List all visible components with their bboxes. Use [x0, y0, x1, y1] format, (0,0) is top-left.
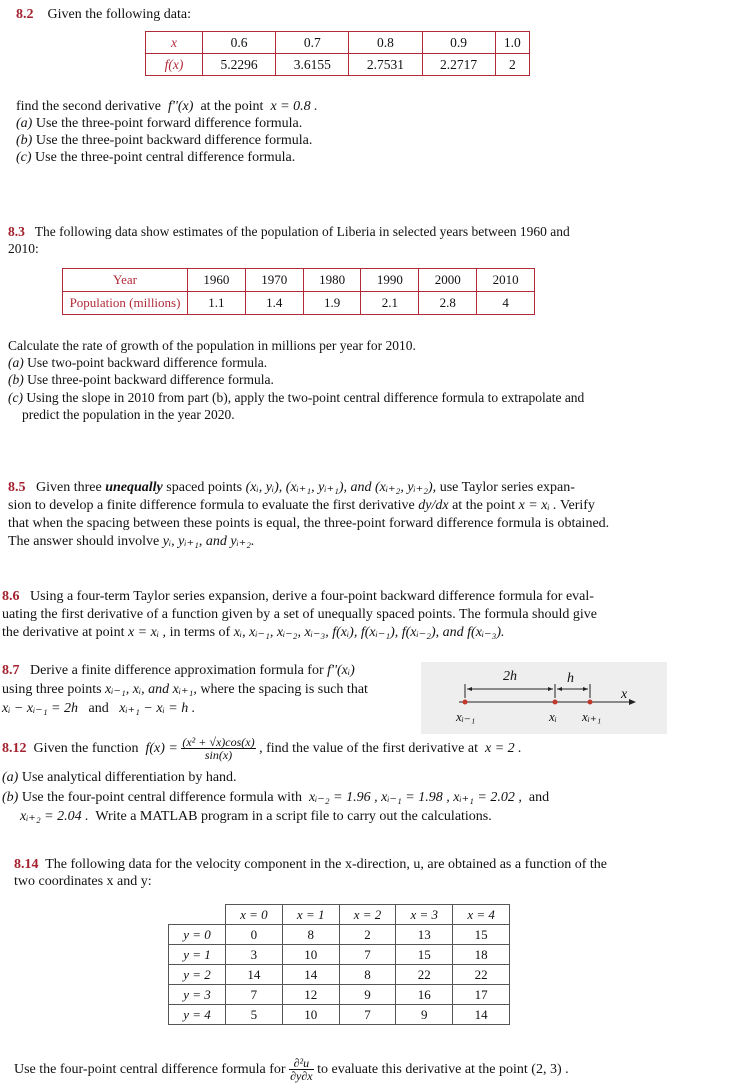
- point-marker: [553, 700, 558, 705]
- table-row: [169, 965, 510, 985]
- table-cell: 5: [226, 1005, 283, 1025]
- table-row: [169, 985, 510, 1005]
- body-text: Use analytical differentiation by hand.: [21, 770, 237, 785]
- point-marker: [588, 700, 593, 705]
- table-cell: 4: [477, 292, 535, 315]
- table-header: x = 4: [453, 905, 510, 925]
- label-2h: 2h: [503, 669, 517, 684]
- table-cell: 3.6155: [276, 54, 349, 76]
- table-cell: 15: [453, 925, 510, 945]
- part-label: (b): [16, 133, 33, 148]
- table-cell: 1.0: [495, 32, 529, 54]
- part-label: (a): [16, 116, 33, 131]
- table-cell: 13: [396, 925, 453, 945]
- table-cell: 10: [282, 945, 339, 965]
- body-text: Use three-point backward difference formula.: [27, 372, 274, 387]
- body-text: The following data for the velocity component in the x-direction, u, are obtained as a function of the: [45, 857, 608, 872]
- table-cell: 0.7: [276, 32, 349, 54]
- body-text: Write a MATLAB program in a script file to carry out the calculations.: [95, 809, 492, 824]
- spacing-diagram: [421, 662, 667, 734]
- body-text: Derive a finite difference approximation formula for: [30, 663, 324, 678]
- table-cell: 22: [453, 965, 510, 985]
- table-header: Year: [63, 269, 188, 292]
- part-label: (b): [8, 372, 24, 387]
- math: x = xᵢ .: [518, 498, 557, 513]
- table-header: x = 1: [282, 905, 339, 925]
- math: yᵢ, yᵢ₊₁, and yᵢ₊₂.: [162, 534, 255, 549]
- table-cell: 0: [226, 925, 283, 945]
- table-row: [169, 905, 510, 925]
- table-header: x: [146, 32, 203, 54]
- table-cell: 2.1: [361, 292, 419, 315]
- table-cell: 14: [226, 965, 283, 985]
- row-header: y = 4: [169, 1005, 226, 1025]
- table-row: [169, 1005, 510, 1025]
- table-cell: 3: [226, 945, 283, 965]
- arrow-icon: [467, 687, 472, 691]
- body-text: The following data show estimates of the population of Liberia in selected years between 1960 and: [34, 224, 570, 239]
- fraction: [181, 736, 255, 761]
- math: xᵢ₊₁ − xᵢ = h .: [119, 701, 196, 716]
- table-cell: 0.8: [349, 32, 422, 54]
- table-row: [169, 925, 510, 945]
- arrow-icon: [548, 687, 553, 691]
- label-xi+1: xᵢ₊₁: [582, 709, 602, 724]
- body-text: Use two-point backward difference formula.: [27, 355, 268, 370]
- math: (xᵢ, yᵢ), (xᵢ₊₁, yᵢ₊₁), and (xᵢ₊₂, yᵢ₊₂),: [245, 480, 437, 495]
- row-header: y = 3: [169, 985, 226, 1005]
- body-text: predict the population in the year 2020.: [22, 407, 235, 422]
- table-cell: 5.2296: [203, 54, 276, 76]
- table-cell: 9: [339, 985, 396, 1005]
- table-header: x = 3: [396, 905, 453, 925]
- problem-intro: Given the following data:: [47, 7, 191, 22]
- math: x = 0.8 .: [270, 99, 318, 114]
- table-cell: 2.8: [419, 292, 477, 315]
- table-cell: 1.9: [303, 292, 361, 315]
- row-header: y = 1: [169, 945, 226, 965]
- problem-number: 8.5: [8, 480, 26, 495]
- label-x: x: [621, 687, 628, 702]
- row-header: y = 0: [169, 925, 226, 945]
- table-cell: 0.9: [422, 32, 495, 54]
- body-text: Given three: [36, 480, 102, 495]
- table-row: [146, 32, 530, 54]
- table-cell: 1.4: [245, 292, 303, 315]
- problem-number: 8.2: [16, 7, 34, 22]
- emphasis: unequally: [105, 480, 163, 495]
- table-header: f(x): [146, 54, 203, 76]
- body-text: and: [88, 701, 109, 716]
- problem-number: 8.3: [8, 224, 25, 239]
- body-text: uating the first derivative of a function given by a set of unequally spaced points. The formula should give: [2, 607, 597, 622]
- body-text: , find the value of the first derivative at: [259, 741, 478, 756]
- math: f(x) =: [145, 741, 178, 756]
- arrow-icon: [583, 687, 588, 691]
- math: xᵢ₋₂ = 1.96 , xᵢ₋₁ = 1.98 , xᵢ₊₁ = 2.02 ,: [308, 790, 522, 805]
- table-cell: 10: [282, 1005, 339, 1025]
- table-cell: 12: [282, 985, 339, 1005]
- math: x = 2 .: [484, 741, 522, 756]
- table-header: Population (millions): [63, 292, 188, 315]
- body-text: find the second derivative: [16, 99, 162, 114]
- table-cell: 8: [339, 965, 396, 985]
- data-table: [145, 31, 530, 76]
- table-cell: 18: [453, 945, 510, 965]
- table-row: [169, 945, 510, 965]
- part-label: (a): [2, 770, 19, 785]
- table-cell: 16: [396, 985, 453, 1005]
- math: f''(x): [168, 99, 194, 114]
- math: dy/dx: [418, 498, 449, 513]
- math: xᵢ, xᵢ₋₁, xᵢ₋₂, xᵢ₋₃, f(xᵢ), f(xᵢ₋₁), f(xᵢ₋₂), and f(xᵢ₋₃).: [233, 625, 505, 640]
- table-header: x = 2: [339, 905, 396, 925]
- table-cell: 8: [282, 925, 339, 945]
- body-text: Using a four-term Taylor series expansion, derive a four-point backward difference formula for eval-: [30, 589, 594, 604]
- body-text: The answer should involve: [8, 534, 160, 549]
- table-cell: 0.6: [203, 32, 276, 54]
- table-cell: 1990: [361, 269, 419, 292]
- body-text: Use the three-point forward difference formula.: [35, 116, 303, 131]
- math: xᵢ₋₁, xᵢ, and xᵢ₊₁,: [105, 682, 197, 697]
- label-h: h: [567, 671, 574, 686]
- part-label: (a): [8, 355, 24, 370]
- body-text: two coordinates x and y:: [14, 874, 152, 889]
- math: f''(xᵢ): [327, 663, 355, 678]
- table-cell: 2.7531: [349, 54, 422, 76]
- arrow-icon: [557, 687, 562, 691]
- axis-arrow-icon: [629, 699, 636, 705]
- table-cell: 9: [396, 1005, 453, 1025]
- body-text: Use the three-point backward difference formula.: [35, 133, 313, 148]
- table-cell: 2: [495, 54, 529, 76]
- table-cell: 14: [453, 1005, 510, 1025]
- table-cell: 15: [396, 945, 453, 965]
- body-text: 2010:: [8, 241, 39, 256]
- data-table: [62, 268, 535, 315]
- body-text: where the spacing is such that: [200, 682, 368, 697]
- velocity-table: [168, 904, 510, 1025]
- table-cell: 1.1: [188, 292, 246, 315]
- body-text: to evaluate this derivative at the point (2, 3) .: [317, 1062, 569, 1077]
- body-text: and: [528, 790, 550, 805]
- table-cell: 7: [339, 945, 396, 965]
- table-header: x = 0: [226, 905, 283, 925]
- table-row: [146, 54, 530, 76]
- fraction: [289, 1057, 314, 1082]
- table-cell: 1970: [245, 269, 303, 292]
- table-cell: 1980: [303, 269, 361, 292]
- problem-number: 8.7: [2, 663, 20, 678]
- body-text: Verify: [559, 498, 595, 513]
- point-marker: [463, 700, 468, 705]
- math: xᵢ₊₂ = 2.04 .: [20, 809, 89, 824]
- body-text: at the point: [200, 99, 264, 114]
- part-label: (c): [8, 390, 23, 405]
- body-text: Use the four-point central difference formula with: [21, 790, 302, 805]
- table-cell: 2: [339, 925, 396, 945]
- body-text: Calculate the rate of growth of the population in millions per year for 2010.: [8, 338, 416, 353]
- fraction-numerator: (x² + √x)cos(x): [182, 735, 255, 750]
- body-text: Use the four-point central difference formula for: [14, 1062, 286, 1077]
- table-cell: 14: [282, 965, 339, 985]
- body-text: at the point: [452, 498, 516, 513]
- row-header: y = 2: [169, 965, 226, 985]
- table-cell: 22: [396, 965, 453, 985]
- body-text: Given the function: [33, 741, 139, 756]
- math: xᵢ − xᵢ₋₁ = 2h: [2, 701, 79, 716]
- fraction-denominator: ∂y∂x: [290, 1069, 313, 1084]
- problem-number: 8.6: [2, 589, 20, 604]
- table-corner: [169, 905, 226, 925]
- table-cell: 7: [339, 1005, 396, 1025]
- part-label: (c): [16, 150, 32, 165]
- body-text: using three points: [2, 682, 102, 697]
- body-text: that when the spacing between these points is equal, the three-point forward difference formula is obtained.: [8, 516, 610, 531]
- body-text: the derivative at point: [2, 625, 125, 640]
- fraction-numerator: ∂²u: [289, 1057, 314, 1070]
- body-text: use Taylor series expan-: [439, 480, 575, 495]
- problem-number: 8.12: [2, 741, 27, 756]
- table-cell: 2000: [419, 269, 477, 292]
- table-cell: 17: [453, 985, 510, 1005]
- label-xi: xᵢ: [549, 709, 557, 724]
- body-text: Use the three-point central difference formula.: [35, 150, 296, 165]
- body-text: spaced points: [166, 480, 243, 495]
- body-text: in terms of: [169, 625, 231, 640]
- table-cell: 7: [226, 985, 283, 1005]
- label-xi-1: xᵢ₋₁: [456, 709, 476, 724]
- body-text: Using the slope in 2010 from part (b), apply the two-point central difference formula to extrapolate and: [26, 390, 585, 405]
- table-cell: 2010: [477, 269, 535, 292]
- table-row: [63, 292, 535, 315]
- math: x = xᵢ ,: [127, 625, 167, 640]
- table-cell: 2.2717: [422, 54, 495, 76]
- table-cell: 1960: [188, 269, 246, 292]
- problem-number: 8.14: [14, 857, 39, 872]
- table-row: [63, 269, 535, 292]
- fraction-denominator: sin(x): [204, 748, 233, 763]
- part-label: (b): [2, 790, 19, 805]
- body-text: sion to develop a finite difference formula to evaluate the first derivative: [8, 498, 415, 513]
